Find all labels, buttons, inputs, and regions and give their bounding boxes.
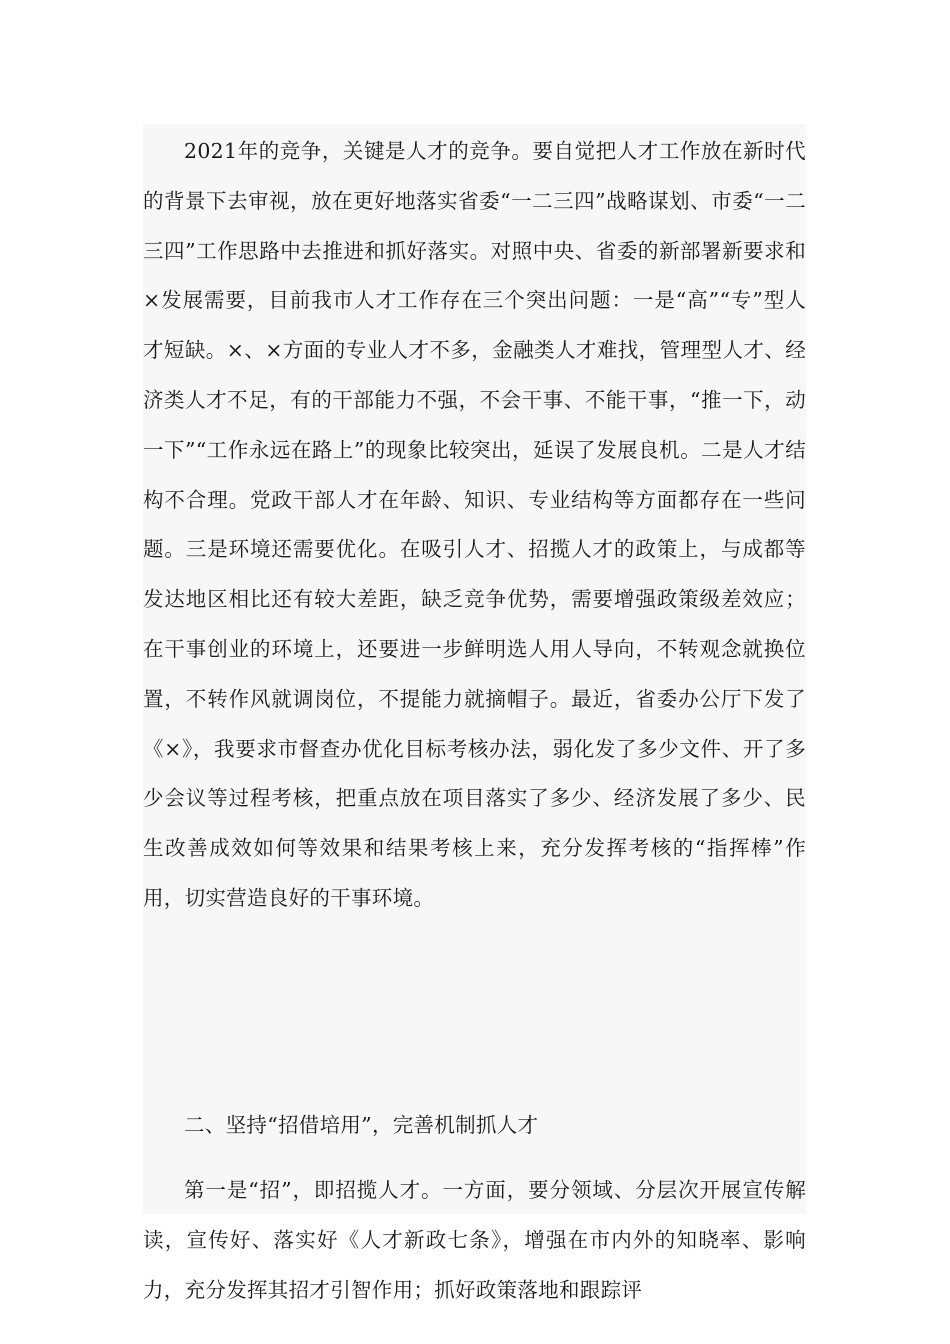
body-paragraph: 第一是“招”，即招揽人才。一方面，要分领域、分层次开展宣传解读，宣传好、落实好《人才新政七条》，增强在市内外的知晓率、影响力，充分发挥其招才引智作用；抓好政策落地和跟踪评 (143, 1178, 806, 1302)
document-page (143, 124, 806, 1302)
body-paragraph: 2021年的竞争，关键是人才的竞争。要自觉把人才工作放在新时代的背景下去审视，放在更好地落实省委“一二三四”战略谋划、市委“一二三四”工作思路中去推进和抓好落实。对照中央、省委的新部署新要求和×发展需要，目前我市人才工作存在三个突出问题：一是“高”“专”型人才短缺。×、×方面的专业人才不多，金融类人才难找，管理型人才、经济类人才不足，有的干部能力不强，不会干事、不能干事，“推一下，动一下”“工作永远在路上”的现象比较突出，延误了发展良机。二是人才结构不合理。党政干部人才在年龄、知识、专业结构等方面都存在一些问题。三是环境还需要优化。在吸引人才、招揽人才的政策上，与成都等发达地区相比还有较大差距，缺乏竞争优势，需要增强政策级差效应；在干事创业的环境上，还要进一步鲜明选人用人导向，不转观念就换位置，不转作风就调岗位，不提能力就摘帽子。最近，省委办公厅下发了《×》，我要求市督查办优化目标考核办法，弱化发了多少文件、开了多少会议等过程考核，把重点放在项目落实了多少、经济发展了多少、民生改善成效如何等效果和结果考核上来，充分发挥考核的“指挥棒”作用，切实营造良好的干事环境。 (143, 139, 806, 910)
section-heading: 二、坚持“招借培用”，完善机制抓人才 (184, 1113, 539, 1137)
